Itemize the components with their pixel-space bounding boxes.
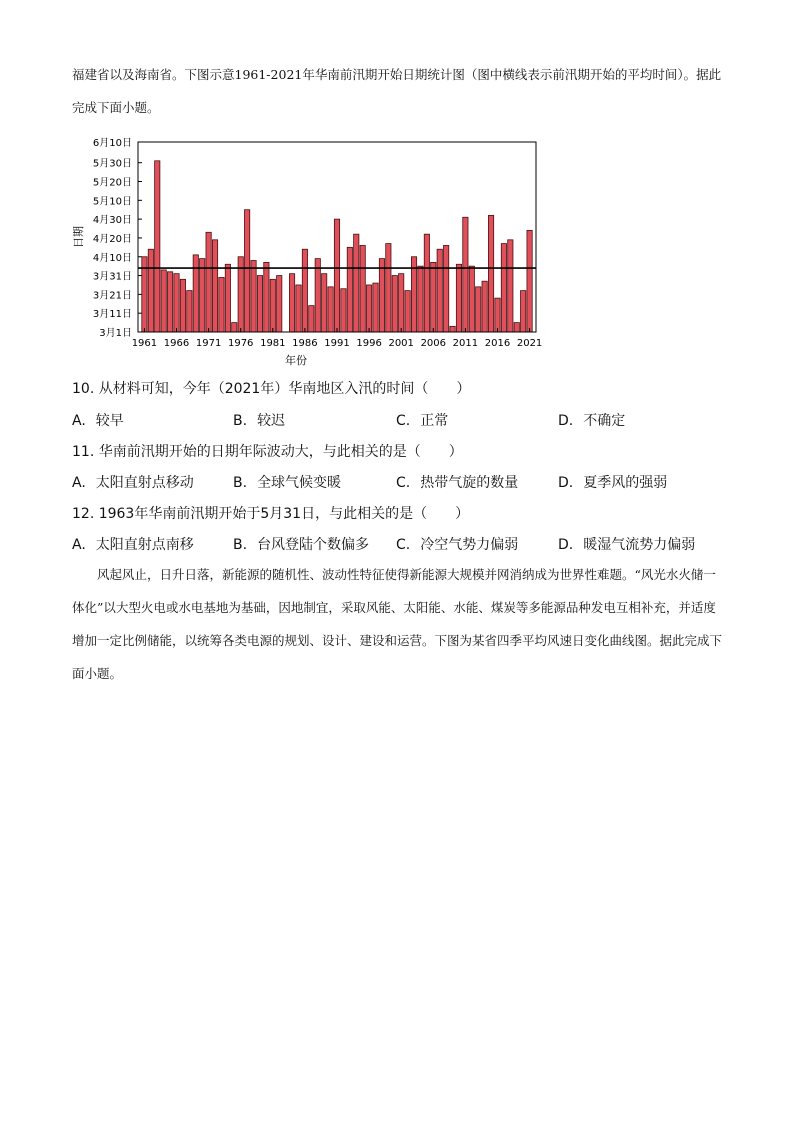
bar-1989: [322, 274, 327, 332]
flood-onset-bar-chart: [70, 133, 550, 373]
y-tick-label: 6月10日: [92, 138, 132, 149]
q11-option-c[interactable]: C. 热带气旋的数量: [396, 475, 519, 491]
x-tick-label: 1996: [356, 338, 382, 349]
bar-1995: [360, 245, 365, 332]
q12-option-b[interactable]: B. 台风登陆个数偏多: [233, 537, 370, 553]
question-12: 12. 1963年华南前汛期开始于5月31日，与此相关的是（ ）: [72, 506, 470, 522]
y-tick-label: 5月30日: [92, 158, 132, 170]
x-tick-label: 2011: [452, 338, 479, 349]
bar-1982: [277, 276, 282, 332]
q10-option-d[interactable]: D. 不确定: [558, 413, 626, 429]
bar-1992: [341, 289, 346, 332]
y-tick-label: 4月10日: [92, 252, 132, 264]
q12-option-c[interactable]: C. 冷空气势力偏弱: [396, 537, 519, 553]
bar-2012: [469, 266, 474, 332]
bar-1988: [315, 259, 320, 332]
bar-1974: [225, 264, 230, 332]
y-tick-label: 4月20日: [92, 233, 132, 245]
bar-1978: [251, 261, 256, 332]
question-11: 11. 华南前汛期开始的日期年际波动大，与此相关的是（ ）: [72, 444, 463, 460]
x-tick-label: 2021: [516, 338, 543, 349]
y-tick-label: 3月31日: [92, 271, 132, 283]
y-tick-label: 4月30日: [92, 215, 132, 227]
y-tick-label: 3月11日: [92, 309, 132, 321]
bar-2005: [424, 234, 429, 332]
q11-option-a[interactable]: A. 太阳直射点移动: [72, 475, 194, 491]
bar-2013: [476, 287, 481, 332]
bar-1964: [161, 270, 166, 332]
bar-1965: [167, 272, 172, 332]
y-tick-label: 3月1日: [99, 328, 132, 339]
q12-option-d[interactable]: D. 暖湿气流势力偏弱: [558, 537, 696, 553]
bar-2011: [463, 217, 468, 332]
bar-1997: [373, 283, 378, 332]
bar-2017: [501, 244, 506, 332]
x-tick-label: 1981: [260, 338, 286, 349]
bar-1981: [270, 279, 275, 332]
x-tick-label: 1986: [292, 338, 318, 349]
bar-2018: [508, 240, 513, 332]
bar-1973: [219, 277, 224, 332]
q12-option-a[interactable]: A. 太阳直射点南移: [72, 537, 194, 553]
x-tick-label: 1961: [131, 338, 158, 349]
bar-1980: [264, 262, 269, 332]
q10-option-b[interactable]: B. 较迟: [233, 413, 286, 429]
bar-1979: [257, 276, 262, 332]
intro-paragraph: 福建省以及海南省。下图示意1961-2021年华南前汛期开始日期统计图（图中横线表示前汛期开始的平均时间）。据此完成下面小题。: [72, 67, 722, 115]
bar-2020: [521, 291, 526, 332]
q10-option-c[interactable]: C. 正常: [396, 413, 449, 429]
bar-1985: [296, 285, 301, 332]
q11-option-b[interactable]: B. 全球气候变暖: [233, 475, 342, 491]
bar-1990: [328, 287, 333, 332]
bar-1986: [302, 249, 307, 332]
bar-2000: [392, 276, 397, 332]
x-tick-label: 1966: [163, 338, 190, 349]
bar-1972: [212, 240, 217, 332]
bar-2009: [450, 326, 455, 332]
bar-2015: [488, 215, 493, 332]
bar-1967: [180, 279, 185, 332]
question-10: 10. 从材料可知，今年（2021年）华南地区入汛的时间（ ）: [72, 381, 471, 397]
bar-2007: [437, 249, 442, 332]
bar-1971: [206, 232, 211, 332]
bar-1963: [155, 161, 160, 332]
x-axis-label: 年份: [285, 354, 307, 367]
bar-2021: [527, 230, 532, 332]
bar-1962: [148, 249, 153, 332]
q11-option-d[interactable]: D. 夏季风的强弱: [558, 475, 668, 491]
bar-2006: [431, 262, 436, 332]
bar-1977: [244, 210, 249, 332]
bar-1970: [200, 259, 205, 332]
bar-2004: [418, 266, 423, 332]
bar-1994: [354, 234, 359, 332]
bar-1969: [193, 255, 198, 332]
x-tick-label: 1976: [227, 338, 254, 349]
x-tick-label: 2001: [388, 338, 414, 349]
passage-2: 风起风止，日升日落，新能源的随机性、波动性特征使得新能源大规模并网消纳成为世界性难题。“风光水火储一体化”以大型火电或水电基地为基础，因地制宜，采取风能、太阳能、水能、煤炭等多能源品种发电互相补充，并适度增加一定比例储能，以统筹各类电源的规划、设计、建设和运营。下图为某省四季平均风速日变化曲线图。据此完成下面小题。: [72, 567, 723, 681]
bar-1998: [379, 259, 384, 332]
bar-1987: [309, 306, 314, 332]
bar-1968: [187, 291, 192, 332]
bar-2016: [495, 298, 500, 332]
x-tick-label: 1991: [324, 338, 350, 349]
x-tick-label: 2016: [484, 338, 511, 349]
y-tick-label: 5月10日: [92, 196, 132, 208]
bar-1999: [386, 244, 391, 332]
bar-2010: [456, 264, 461, 332]
bar-2002: [405, 291, 410, 332]
y-tick-label: 3月21日: [92, 290, 132, 302]
x-tick-label: 2006: [420, 338, 447, 349]
bar-1984: [289, 274, 294, 332]
bar-2014: [482, 281, 487, 332]
bar-2019: [514, 323, 519, 332]
x-tick-label: 1971: [195, 338, 222, 349]
y-tick-label: 5月20日: [92, 177, 132, 189]
y-axis-label: 日期: [72, 226, 85, 248]
bar-2001: [399, 274, 404, 332]
bar-1993: [347, 247, 352, 332]
bar-1966: [174, 274, 179, 332]
bar-1975: [232, 323, 237, 332]
q10-option-a[interactable]: A. 较早: [72, 413, 124, 429]
bar-1991: [334, 219, 339, 332]
bar-1996: [366, 285, 371, 332]
bar-2008: [443, 245, 448, 332]
